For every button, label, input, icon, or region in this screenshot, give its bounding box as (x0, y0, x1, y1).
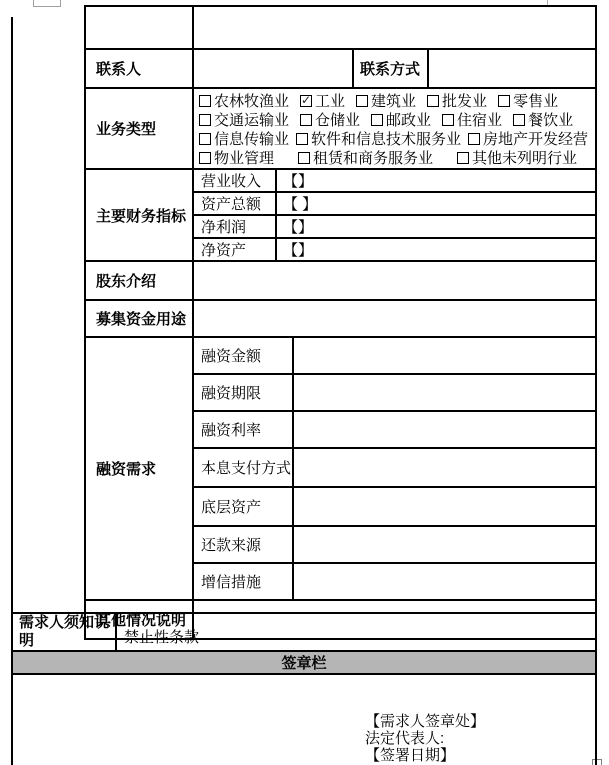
checkbox-unchecked-icon[interactable] (298, 152, 310, 164)
total-assets-label: 资产总额 (193, 192, 276, 215)
checkbox-line (199, 91, 595, 110)
business-type-label: 业务类型 (85, 88, 193, 169)
checkbox-item[interactable] (199, 90, 289, 111)
shareholder-intro-label: 股东介绍 (85, 261, 193, 300)
demand-form-table (84, 5, 597, 640)
table-row (85, 169, 596, 192)
checkbox-label: 批发业 (442, 93, 488, 110)
business-type-checkbox-cell (193, 88, 596, 169)
checkbox-unchecked-icon[interactable] (457, 152, 469, 164)
checkbox-item[interactable] (427, 90, 487, 111)
table-row (85, 88, 596, 169)
financing-term-label: 融资期限 (193, 374, 293, 411)
checkbox-item[interactable] (199, 109, 289, 130)
checkbox-item[interactable] (300, 109, 360, 130)
demander-seal-placeholder: 【需求人签章处】 (365, 713, 486, 730)
top-empty-label-cell[interactable] (85, 6, 193, 49)
underlying-assets-input-cell[interactable] (293, 487, 596, 526)
table-row (85, 300, 596, 337)
payment-method-input-cell[interactable] (293, 448, 596, 487)
signature-block (365, 713, 485, 764)
table-row (85, 261, 596, 300)
repayment-source-input-cell[interactable] (293, 526, 596, 563)
checkbox-item[interactable] (356, 90, 416, 111)
contact-method-input-cell[interactable] (428, 49, 596, 88)
financing-term-input-cell[interactable] (293, 374, 596, 411)
signature-bar-title: 签章栏 (12, 651, 596, 674)
checkbox-unchecked-icon[interactable] (427, 95, 439, 107)
checkbox-label: 其他未列明行业 (472, 150, 578, 167)
checkbox-item[interactable] (442, 109, 502, 130)
legal-representative-label: 法定代表人: (365, 730, 445, 747)
financing-demand-label: 融资需求 (85, 337, 193, 600)
table-row (12, 674, 596, 765)
notice-signature-table (11, 612, 597, 765)
checkbox-unchecked-icon[interactable] (300, 114, 312, 126)
checkbox-unchecked-icon[interactable] (468, 133, 480, 145)
checkbox-label: 餐饮业 (528, 112, 574, 129)
checkbox-label: 邮政业 (386, 112, 432, 129)
checkbox-unchecked-icon[interactable] (199, 152, 211, 164)
checkbox-unchecked-icon[interactable] (199, 95, 211, 107)
checkbox-unchecked-icon[interactable] (199, 133, 211, 145)
table-row (12, 651, 596, 674)
signing-date-placeholder: 【签署日期】 (365, 747, 456, 764)
top-empty-value-cell[interactable] (193, 6, 596, 49)
checkbox-unchecked-icon[interactable] (513, 114, 525, 126)
checkbox-line (199, 148, 595, 167)
checkbox-unchecked-icon[interactable] (356, 95, 368, 107)
checkbox-item[interactable] (298, 147, 433, 168)
checkbox-item[interactable] (371, 109, 431, 130)
checkbox-item[interactable] (457, 147, 577, 168)
checkbox-item-checked[interactable] (300, 90, 345, 111)
checkbox-label: 住宿业 (457, 112, 503, 129)
credit-enhancement-label: 增信措施 (193, 563, 293, 600)
checkbox-unchecked-icon[interactable] (199, 114, 211, 126)
revenue-label: 营业收入 (193, 169, 276, 192)
table-row (85, 49, 596, 88)
financing-rate-label: 融资利率 (193, 411, 293, 448)
checkbox-label: 零售业 (513, 93, 559, 110)
checkbox-item[interactable] (513, 109, 573, 130)
financing-amount-input-cell[interactable] (293, 337, 596, 374)
net-assets-label: 净资产 (193, 238, 276, 261)
net-profit-value-cell[interactable]: 【】 (276, 215, 596, 238)
fund-use-label: 募集资金用途 (85, 300, 193, 337)
checkbox-label: 物业管理 (214, 150, 275, 167)
checkbox-unchecked-icon[interactable] (371, 114, 383, 126)
checkbox-unchecked-icon[interactable] (296, 133, 308, 145)
checkbox-item[interactable] (498, 90, 558, 111)
repayment-source-label: 还款来源 (193, 526, 293, 563)
prohibited-clauses-label: 禁止性条款 (116, 613, 596, 651)
fund-use-input-cell[interactable] (193, 300, 596, 337)
payment-method-label: 本息支付方式 (193, 448, 293, 487)
checkbox-label: 软件和信息技术服务业 (311, 131, 462, 148)
checkbox-item[interactable] (199, 128, 289, 149)
total-assets-value-cell[interactable]: 【 】 (276, 192, 596, 215)
financial-indicators-label: 主要财务指标 (85, 169, 193, 261)
credit-enhancement-input-cell[interactable] (293, 563, 596, 600)
table-row (85, 337, 596, 374)
checkbox-label: 房地产开发经营 (483, 131, 589, 148)
contact-method-label: 联系方式 (353, 49, 428, 88)
checkbox-label: 租赁和商务服务业 (313, 150, 434, 167)
checkbox-label: 工业 (315, 93, 346, 110)
contact-person-input-cell[interactable] (193, 49, 353, 88)
checkbox-line (199, 110, 595, 129)
signature-area-cell[interactable] (12, 674, 596, 765)
financing-amount-label: 融资金额 (193, 337, 293, 374)
underlying-assets-label: 底层资产 (193, 487, 293, 526)
revenue-value-cell[interactable]: 【】 (276, 169, 596, 192)
textbox-artifact-top-left (33, 0, 61, 7)
checkbox-item[interactable] (468, 128, 588, 149)
checkbox-line (199, 129, 595, 148)
net-assets-value-cell[interactable]: 【】 (276, 238, 596, 261)
checkbox-label: 农林牧渔业 (214, 93, 290, 110)
checkbox-label: 交通运输业 (214, 112, 290, 129)
financing-rate-input-cell[interactable] (293, 411, 596, 448)
checkbox-label: 信息传输业 (214, 131, 290, 148)
checkbox-item[interactable] (296, 128, 461, 149)
checkbox-unchecked-icon[interactable] (498, 95, 510, 107)
checkbox-label: 仓储业 (315, 112, 361, 129)
contact-person-label: 联系人 (85, 49, 193, 88)
table-row (85, 6, 596, 49)
checkbox-item[interactable] (199, 147, 274, 168)
net-profit-label: 净利润 (193, 215, 276, 238)
checkbox-label: 建筑业 (371, 93, 417, 110)
other-info-label: 其他情况说明 (85, 600, 193, 639)
notice-label: 需求人须知说明 (12, 613, 116, 651)
checkbox-unchecked-icon[interactable] (442, 114, 454, 126)
shareholder-intro-input-cell[interactable] (193, 261, 596, 300)
table-row (12, 613, 596, 651)
checkbox-checked-icon[interactable] (300, 95, 312, 107)
